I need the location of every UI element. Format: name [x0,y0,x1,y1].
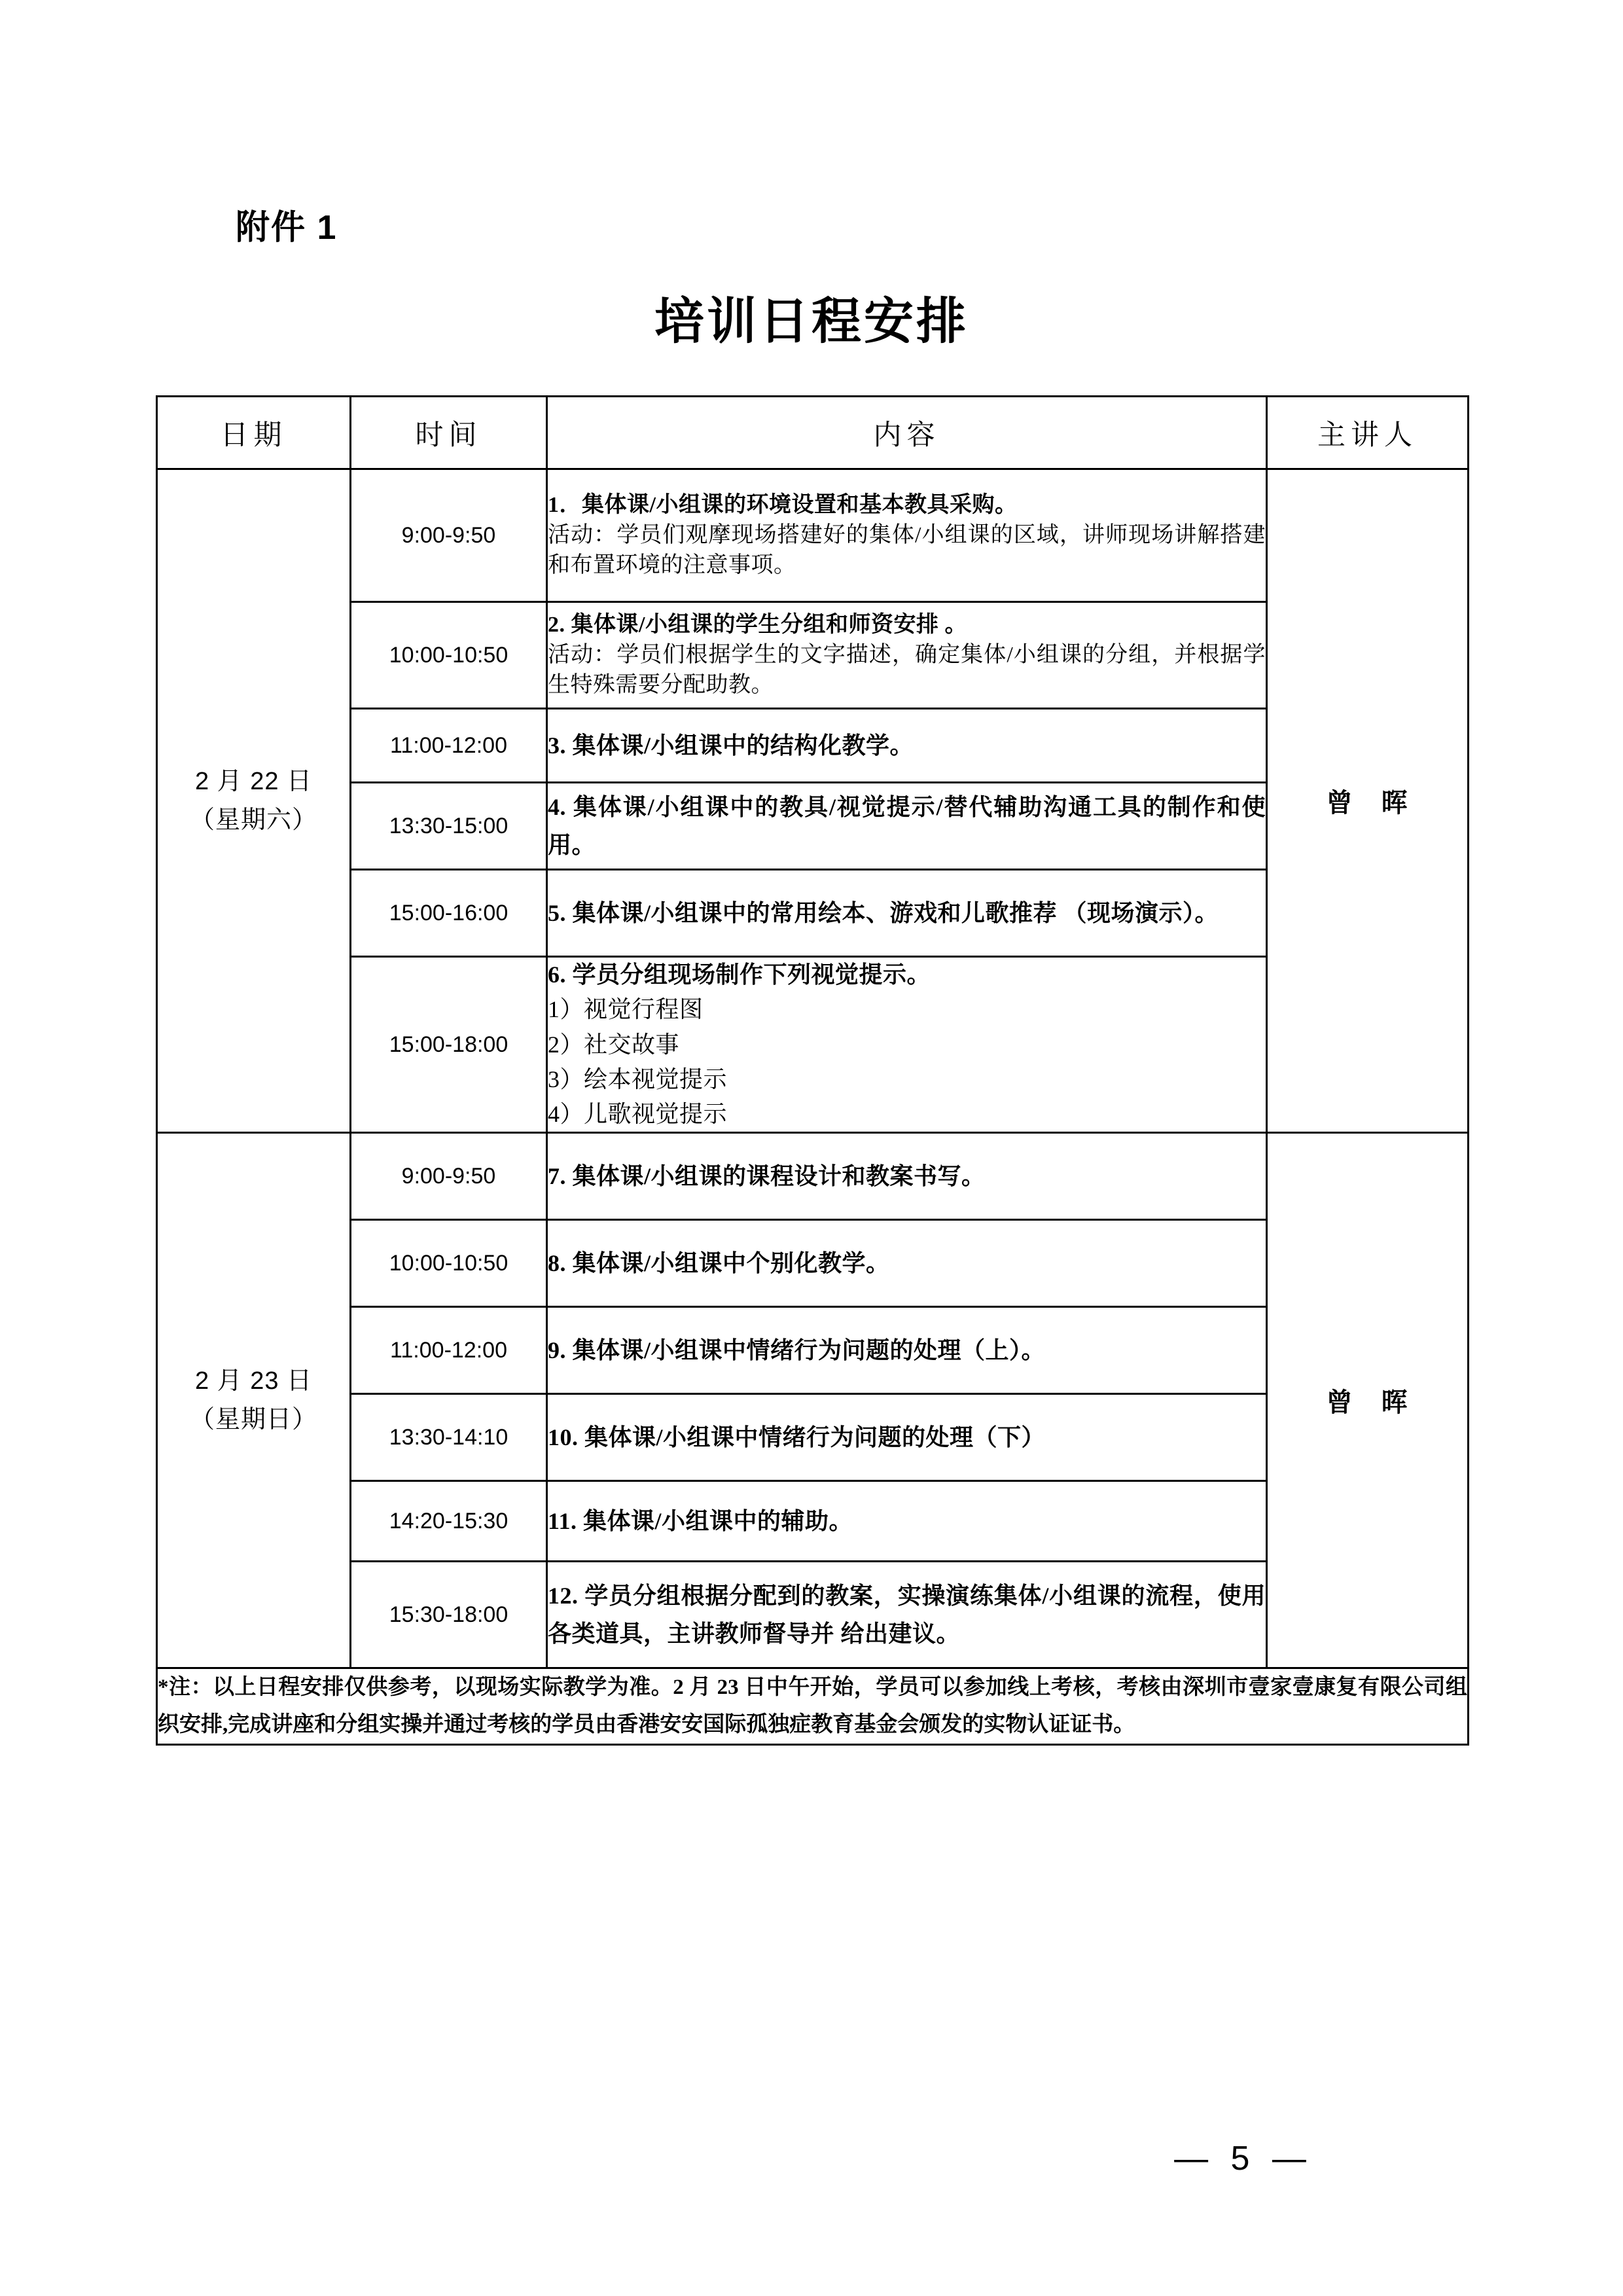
content-heading: 12. 学员分组根据分配到的教案，实操演练集体/小组课的流程，使用各类道具，主讲教师督导并 给出建议。 [548,1583,1266,1647]
table-row [157,469,1469,602]
time-cell: 14:20-15:30 [351,1481,547,1562]
time-cell: 15:00-16:00 [351,870,547,957]
page-number: — 5 — [1174,2140,1313,2178]
time-cell: 15:00-18:00 [351,957,547,1133]
time-cell: 9:00-9:50 [351,469,547,602]
content-cell [547,469,1267,602]
content-sub-item: 3）绘本视觉提示 [548,1066,728,1092]
content-cell [547,602,1267,709]
column-header-date: 日期 [157,397,351,469]
footnote-row [157,1668,1469,1745]
time-cell: 10:00-10:50 [351,602,547,709]
content-cell [547,1220,1267,1307]
attachment-label: 附件 1 [236,209,338,247]
time-cell: 11:00-12:00 [351,1307,547,1394]
schedule-table-wrapper [156,395,1467,1746]
content-cell [547,1481,1267,1562]
date-line-weekday: （星期日） [189,1405,317,1433]
content-heading: 7. 集体课/小组课的课程设计和教案书写。 [548,1163,986,1190]
time-cell: 11:00-12:00 [351,709,547,783]
speaker-cell: 曾 晖 [1267,1133,1469,1668]
schedule-table [156,395,1469,1746]
date-cell [157,1133,351,1668]
content-cell [547,957,1267,1133]
content-sub-item: 2）社交故事 [548,1031,680,1058]
content-activity-line: 活动：学员们根据学生的文字描述，确定集体/小组课的分组，并根据学生特殊需要分配助教。 [548,642,1266,698]
page-title: 培训日程安排 [654,295,969,350]
content-heading: 4. 集体课/小组课中的教具/视觉提示/替代辅助沟通工具的制作和使用。 [548,793,1266,858]
footnote-text: *注：以上日程安排仅供参考，以现场实际教学为准。2 月 23 日中午开始，学员可以参加线上考核，考核由深圳市壹家壹康复有限公司组织安排,完成讲座和分组实操并通过考核的学员由香港安安国际孤独症教育基金会颁发的实物认证证书。 [157,1668,1469,1745]
content-sub-item: 4）儿歌视觉提示 [548,1101,728,1128]
column-header-time: 时间 [351,397,547,469]
content-activity-line: 活动：学员们观摩现场搭建好的集体/小组课的区域，讲师现场讲解搭建和布置环境的注意事项。 [548,522,1266,578]
table-header-row [157,397,1469,469]
time-cell: 10:00-10:50 [351,1220,547,1307]
content-sub-item: 1）视觉行程图 [548,996,704,1023]
content-heading: 9. 集体课/小组课中情绪行为问题的处理（上）。 [548,1337,1046,1364]
date-line-primary: 2 月 22 日 [194,767,313,795]
content-heading: 5. 集体课/小组课中的常用绘本、游戏和儿歌推荐 （现场演示）。 [548,899,1219,926]
column-header-content: 内容 [547,397,1267,469]
content-heading: 1．集体课/小组课的环境设置和基本教具采购。 [548,492,1018,517]
table-row [157,1133,1469,1220]
content-cell [547,1394,1267,1481]
content-cell [547,783,1267,870]
time-cell: 13:30-14:10 [351,1394,547,1481]
schedule-table-body [157,397,1469,1745]
content-heading: 6. 学员分组现场制作下列视觉提示。 [548,961,931,988]
content-heading: 3. 集体课/小组课中的结构化教学。 [548,732,914,759]
content-heading: 10. 集体课/小组课中情绪行为问题的处理（下） [548,1424,1046,1451]
content-heading: 8. 集体课/小组课中个别化教学。 [548,1250,890,1277]
content-cell [547,1133,1267,1220]
content-cell [547,870,1267,957]
column-header-speaker: 主讲人 [1267,397,1469,469]
date-cell [157,469,351,1133]
content-cell [547,709,1267,783]
speaker-cell: 曾 晖 [1267,469,1469,1133]
date-line-primary: 2 月 23 日 [194,1367,313,1395]
time-cell: 13:30-15:00 [351,783,547,870]
content-cell [547,1307,1267,1394]
content-cell [547,1562,1267,1668]
time-cell: 9:00-9:50 [351,1133,547,1220]
date-line-weekday: （星期六） [189,806,317,834]
time-cell: 15:30-18:00 [351,1562,547,1668]
content-heading: 11. 集体课/小组课中的辅助。 [548,1508,853,1535]
content-heading: 2. 集体课/小组课的学生分组和师资安排 。 [548,612,967,637]
